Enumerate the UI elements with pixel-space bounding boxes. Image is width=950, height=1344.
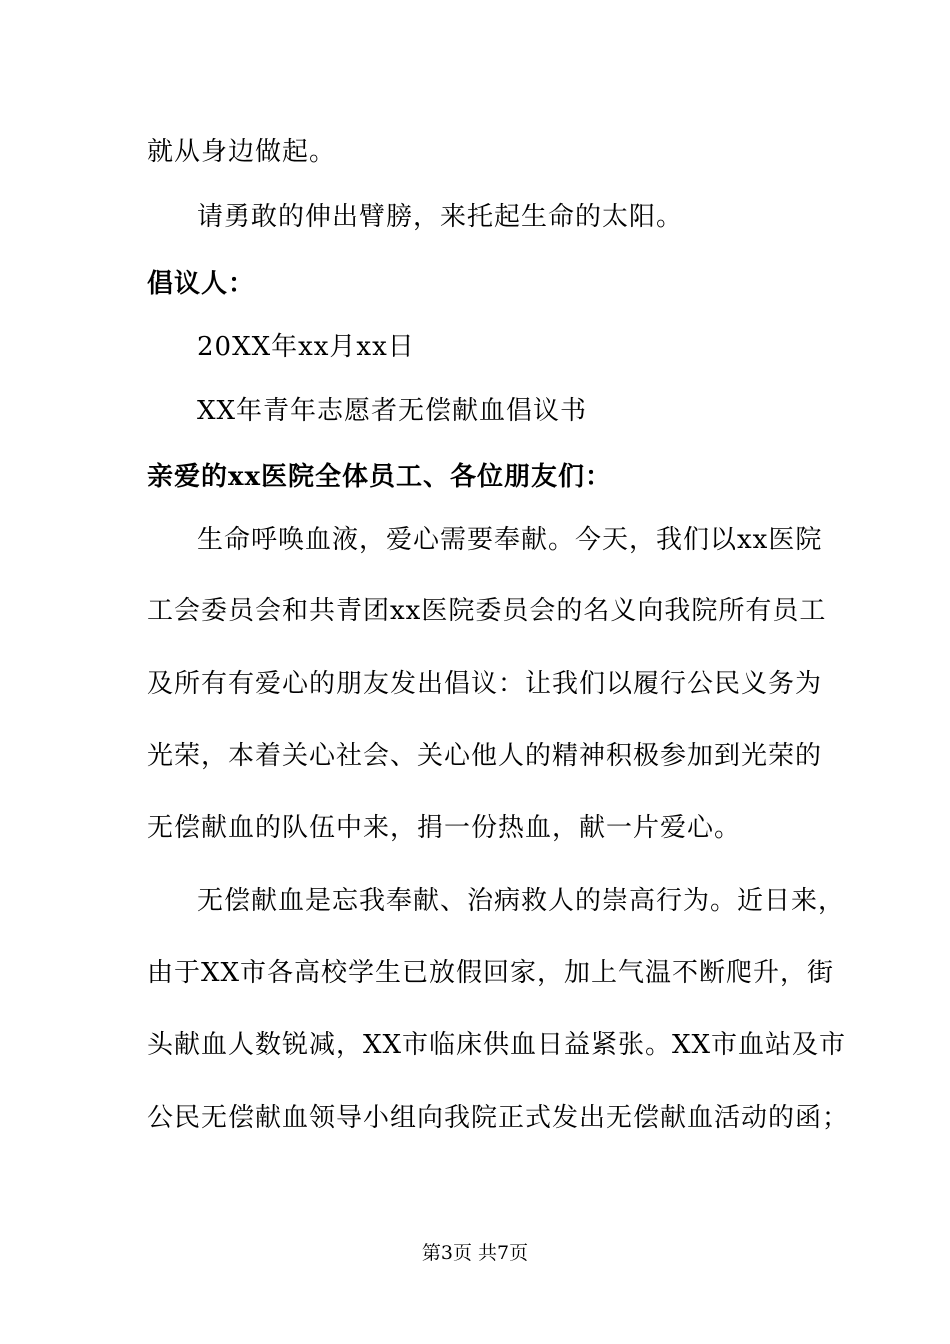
paragraph-line: 及所有有爱心的朋友发出倡议：让我们以履行公民义务为 <box>147 669 823 699</box>
paragraph-line: 就从身边做起。 <box>147 137 337 167</box>
page-number-footer: 第3页 共7页 <box>421 1242 529 1264</box>
paragraph-line: 无偿献血是忘我奉献、治病救人的崇高行为。近日来， <box>197 886 846 916</box>
salutation: 亲爱的xx医院全体员工、各位朋友们： <box>147 462 613 492</box>
date-line: 20XX年xx月xx日 <box>197 332 415 362</box>
signatory-heading: 倡议人： <box>147 269 256 299</box>
paragraph-line: 生命呼唤血液，爱心需要奉献。今天，我们以xx医院 <box>197 525 823 555</box>
paragraph-line: 光荣，本着关心社会、关心他人的精神积极参加到光荣的 <box>147 741 823 771</box>
paragraph-line: 公民无偿献血领导小组向我院正式发出无偿献血活动的函； <box>147 1103 850 1133</box>
paragraph-line: 无偿献血的队伍中来，捐一份热血，献一片爱心。 <box>147 813 742 843</box>
document-title: XX年青年志愿者无偿献血倡议书 <box>197 396 588 426</box>
paragraph-line: 工会委员会和共青团xx医院委员会的名义向我院所有员工 <box>147 596 827 626</box>
paragraph-line: 头献血人数锐减，XX市临床供血日益紧张。XX市血站及市 <box>147 1030 847 1060</box>
paragraph-line: 由于XX市各高校学生已放假回家，加上气温不断爬升，街 <box>147 958 835 988</box>
paragraph-line: 请勇敢的伸出臂膀，来托起生命的太阳。 <box>197 202 684 232</box>
